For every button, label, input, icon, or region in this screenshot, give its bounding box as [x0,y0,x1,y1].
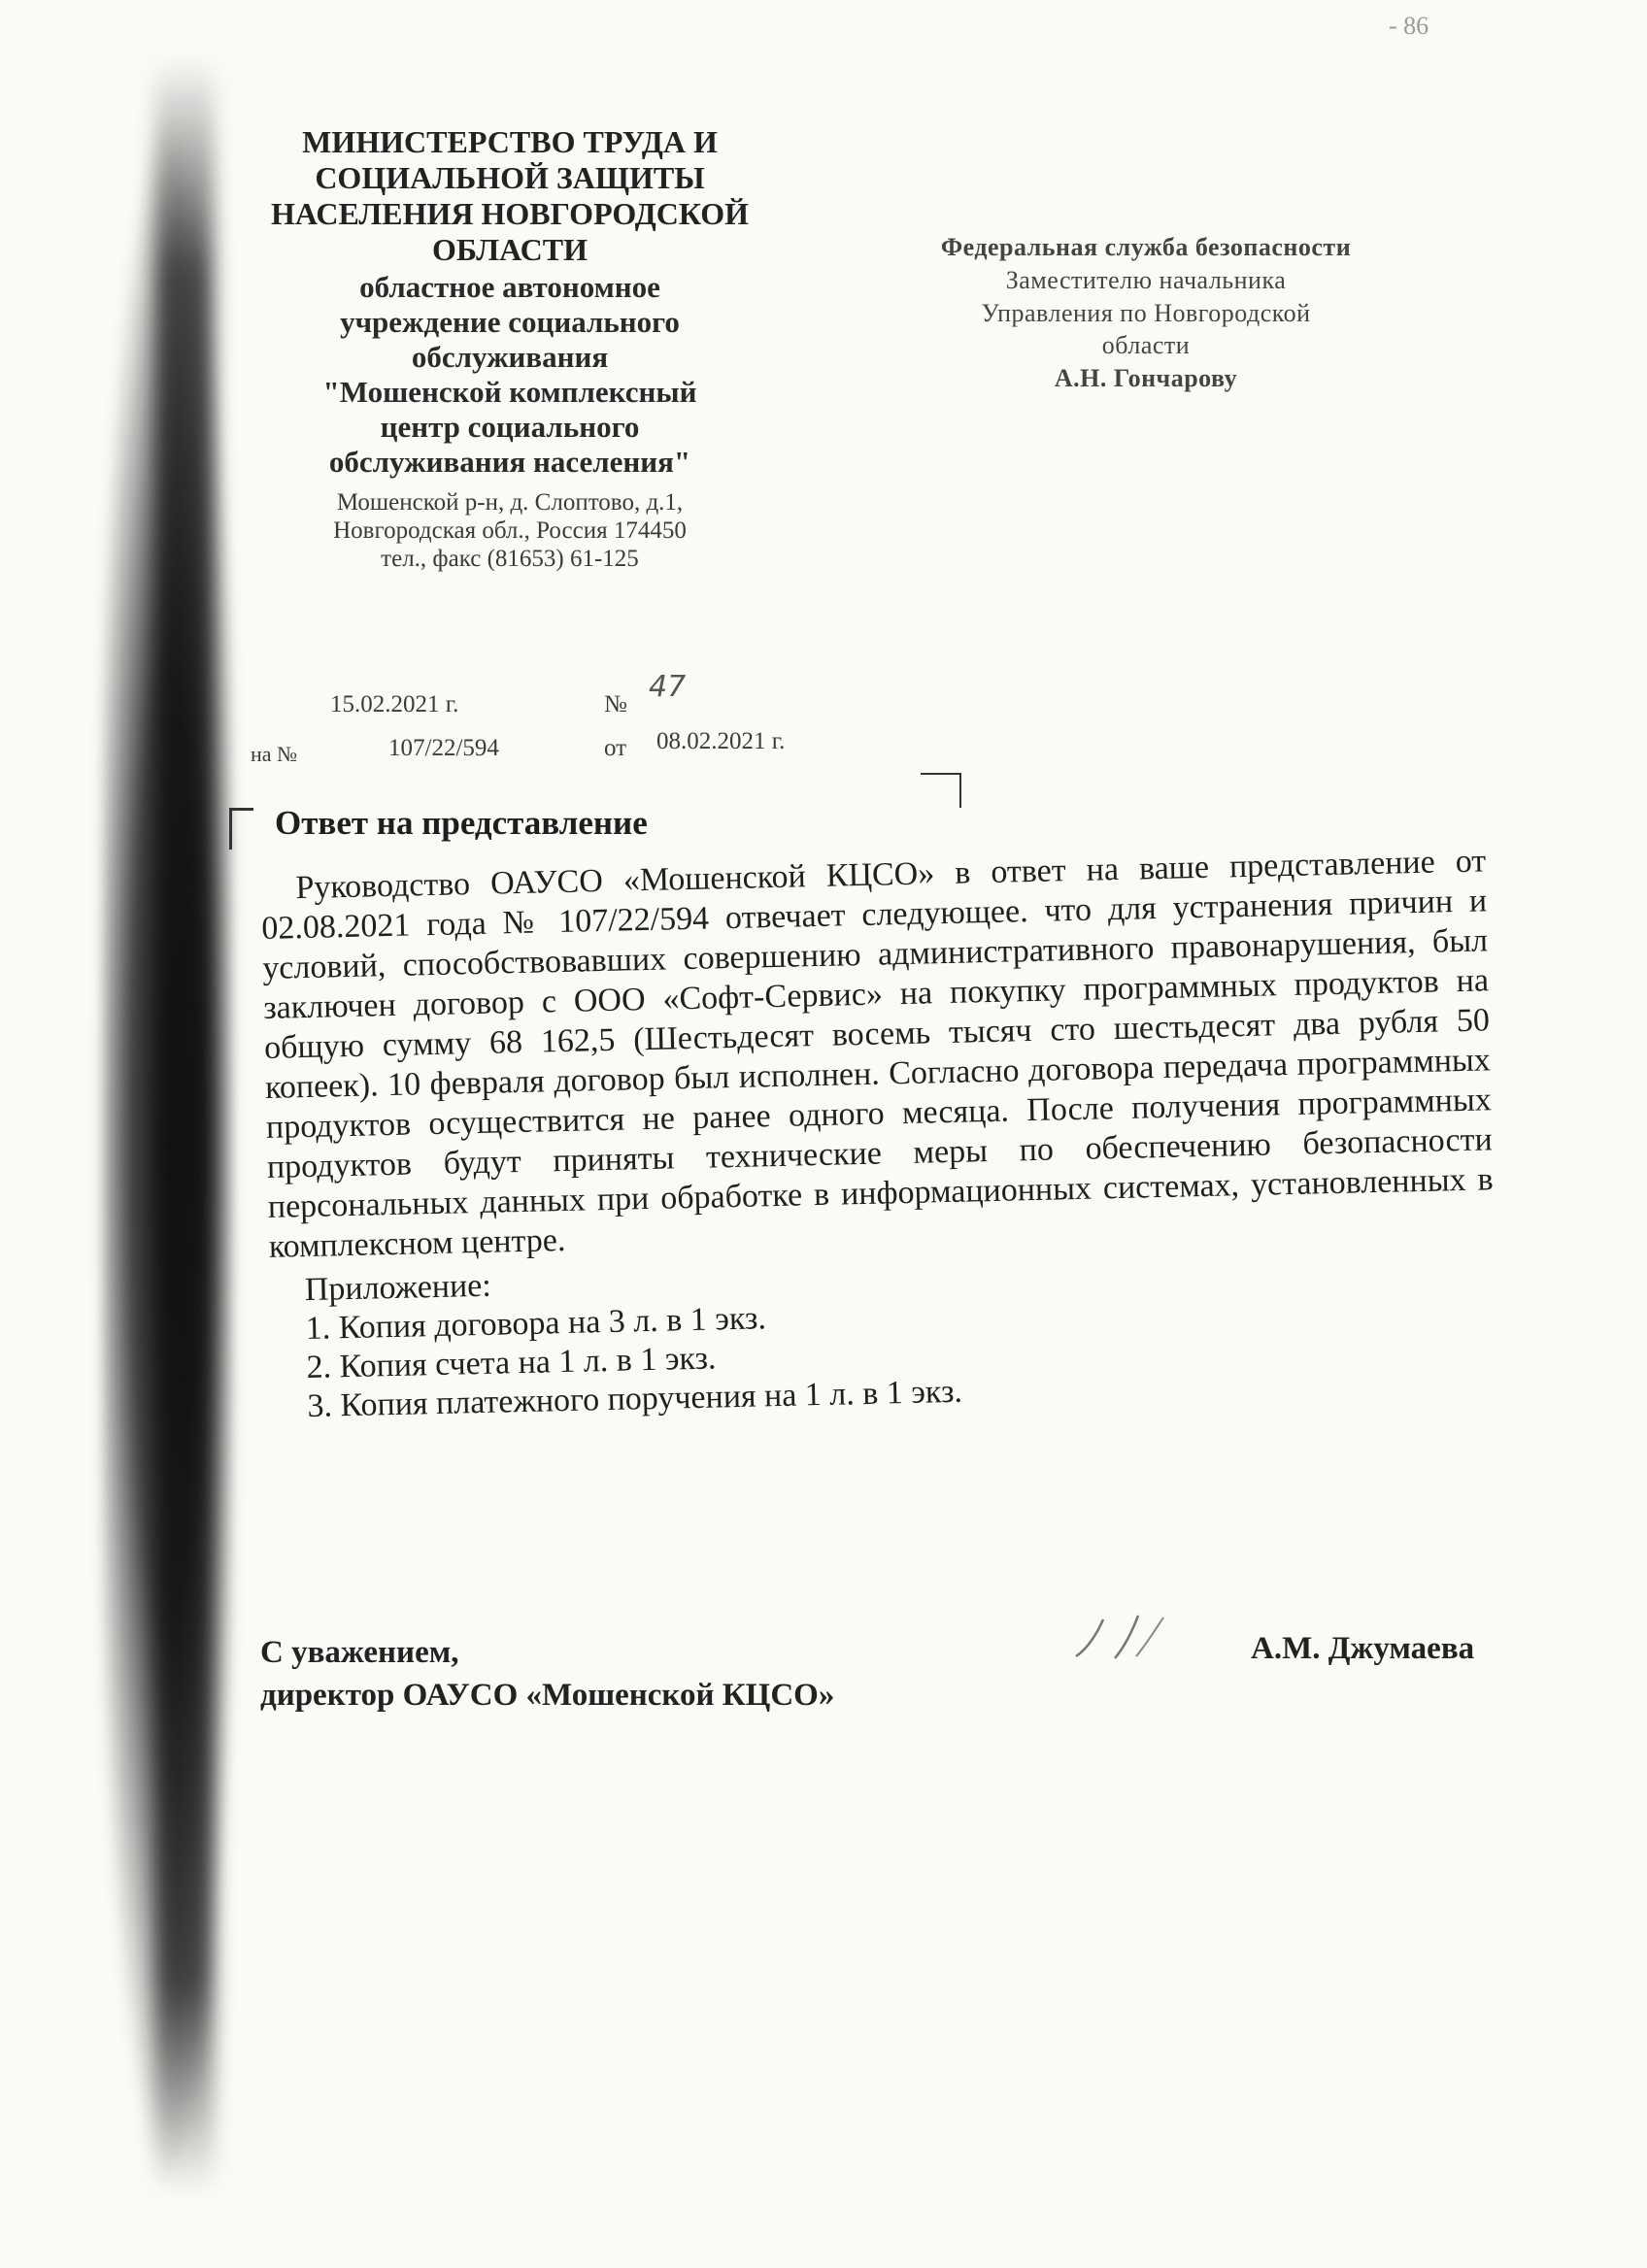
subject-corner-mark-right [921,773,961,808]
ref-number: 107/22/594 [388,735,499,761]
body-paragraph: Руководство ОАУСО «Мошенской КЦСО» в ответ на ваше представление от 02.08.2021 года № 107/22/594 отвечает следующее. что для устранения причин и условий, способствовавших совершению административного правонарушения, был заключен договор с ООО «Софт-Сервис» на покупку программных продуктов на общую сумму 68 162,5 (Шестьдесят восемь тысяч сто шестьдесят два рубля 50 копеек). 10 февраля договор был исполнен. Согласно договора передача программных продуктов осуществится не ранее одного месяца. После получения программных продуктов будут приняты технические меры по обеспечению безопасности персональных данных при обработке в информационных системах, установленных в комплексном центре. [260,843,1495,1265]
ref-date: 08.02.2021 г. [656,728,786,754]
subject-heading: Ответ на представление [275,804,648,842]
addressee-block: Федеральная служба безопасности Заместителю начальника Управления по Новгородской области А.Н. Гончарову [874,231,1418,395]
signer-name: А.М. Джумаева [1251,1631,1475,1666]
ref-from-label: от [604,735,627,761]
sender-address: Мошенской р-н, д. Слоптово, д.1, Новгородская обл., Россия 174450 тел., факс (81653) 61-125 [333,489,687,572]
addressee-name: А.Н. Гончарову [1054,364,1238,393]
subject-corner-mark [229,808,253,850]
list-item: 1. Копия договора на 3 л. в 1 экз. [305,1300,767,1348]
ref-label: на № [251,742,298,766]
ministry-name: МИНИСТЕРСТВО ТРУДА И СОЦИАЛЬНОЙ ЗАЩИТЫ НАСЕЛЕНИЯ НОВГОРОДСКОЙ ОБЛАСТИ [270,124,750,268]
outgoing-date: 15.02.2021 г. [330,691,459,717]
list-item: 2. Копия счета на 1 л. в 1 экз. [306,1340,717,1386]
list-item: 3. Копия платежного поручения на 1 л. в 1 экз. [307,1373,963,1425]
signature-mark [1068,1610,1175,1668]
attachments-title: Приложение: [304,1267,492,1309]
outgoing-number: 47 [649,670,687,704]
copy-smudge-core [155,58,214,2194]
outgoing-number-label: № [604,691,627,717]
letter-body [260,841,1498,1426]
sender-block [248,124,772,573]
closing-block: С уважением, директор ОАУСО «Мошенской КЦСО» [260,1635,835,1713]
organization-name: областное автономное учреждение социального обслуживания "Мошенской комплексный центр социального обслуживания населения" [322,270,697,480]
margin-mark: - 86 [1389,12,1429,40]
